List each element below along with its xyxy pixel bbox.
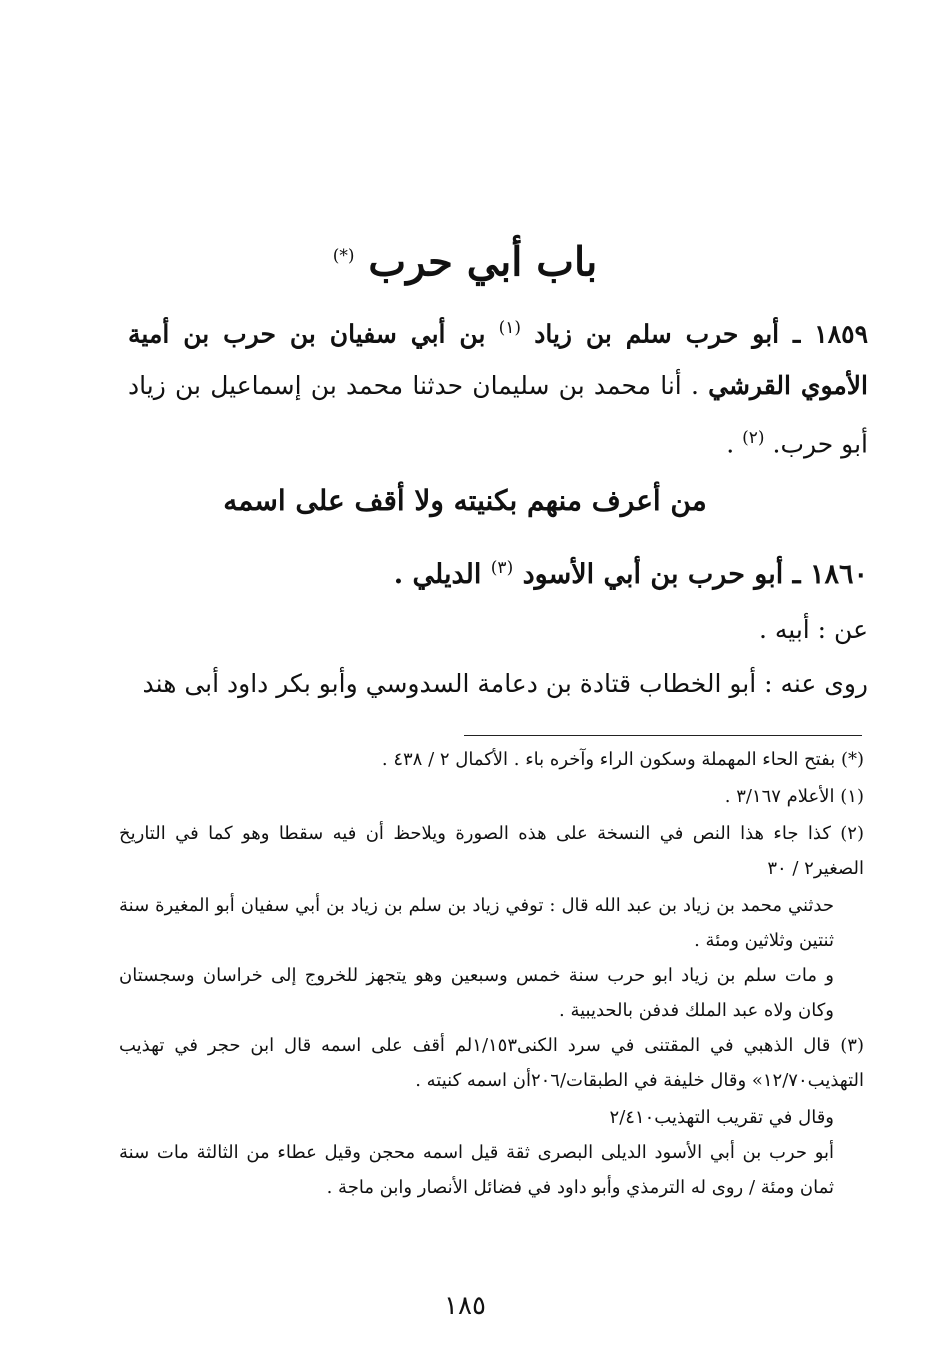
narrated-from: عن : أبيه . [758, 615, 868, 644]
footnote-ref-2: (٢) [742, 428, 765, 449]
entry-1860-name: ١٨٦٠ ـ أبو حرب بن أبي الأسود [522, 559, 868, 590]
entry-1859-isnad: . أنا محمد بن سليمان حدثنا محمد بن إسماعيل بن زياد أبو حرب. [128, 371, 868, 459]
footnote-3: (٣) قال الذهبي في المقتنى في سرد الكنى١/١٥٣لم أقف على اسمه قال ابن حجر في تهذيب التهذيب١٢/٧٠» وقال خليفة في الطبقات/٢٠٦أن اسمه كنيته . [119, 1035, 864, 1091]
section-title-footnote-mark: (*) [332, 246, 355, 266]
entry-1859 [128, 302, 868, 471]
entry-1860-nisba: الديلي . [393, 559, 482, 590]
section-title-text: باب أبي حرب [368, 238, 598, 286]
entry-1859-end: . [726, 429, 735, 459]
footnote-divider [464, 735, 862, 736]
narrated-by: روى عنه : أبو الخطاب قتادة بن دعامة السدوسي وأبو بكر داود أبى هند [142, 669, 868, 698]
subheading: من أعرف منهم بكنيته ولا أقف على اسمه [223, 484, 707, 517]
footnote-2-quote-a: حدثني محمد بن زياد بن عبد الله قال : توفي زياد بن سلم بن زياد بن أبي سفيان أبو المغيرة سنة ثنتين وثلاثين ومئة . [119, 895, 834, 951]
footnote-2-quote-b: و مات سلم بن زياد ابو حرب سنة خمس وسبعين وهو يتجهز للخروج إلى خراسان وسجستان وكان ولاه عبد الملك فدفن بالحديبية . [119, 965, 834, 1021]
entry-1859-name: ١٨٥٩ ـ أبو حرب سلم بن زياد [534, 319, 868, 349]
entry-1860 [128, 542, 868, 601]
footnote-ref-1: (١) [498, 318, 522, 338]
footnote-star: (*) بفتح الحاء المهملة وسكون الراء وآخره باء . الأكمال ٢ / ٤٣٨ . [381, 749, 864, 770]
footnote-3-taqrib-ref: وقال في تقريب التهذيب٢/٤١٠ [609, 1107, 834, 1128]
section-title [0, 228, 930, 290]
footnote-1: (١) الأعلام ٣/١٦٧ . [724, 786, 864, 807]
footnote-3-taqrib-quote: أبو حرب بن أبي الأسود الديلى البصرى ثقة قيل اسمه محجن وقيل عطاء من الثالثة مات سنة ثمان ومئة / روى له الترمذي وأبو داود في فضائل الأنصار وابن ماجة . [119, 1142, 834, 1198]
footnote-2: (٢) كذا جاء هذا النص في النسخة على هذه الصورة ويلاحظ أن فيه سقطا وهو كما في التاريخ الصغير٢ / ٣٠ [119, 823, 864, 879]
page-number: ١٨٥ [444, 1291, 486, 1321]
footnote-ref-3: (٣) [490, 558, 514, 578]
footnotes [119, 742, 864, 1205]
entry-1859-lineage: بن أبي سفيان بن حرب بن أمية الأموي القرشي [128, 319, 868, 401]
